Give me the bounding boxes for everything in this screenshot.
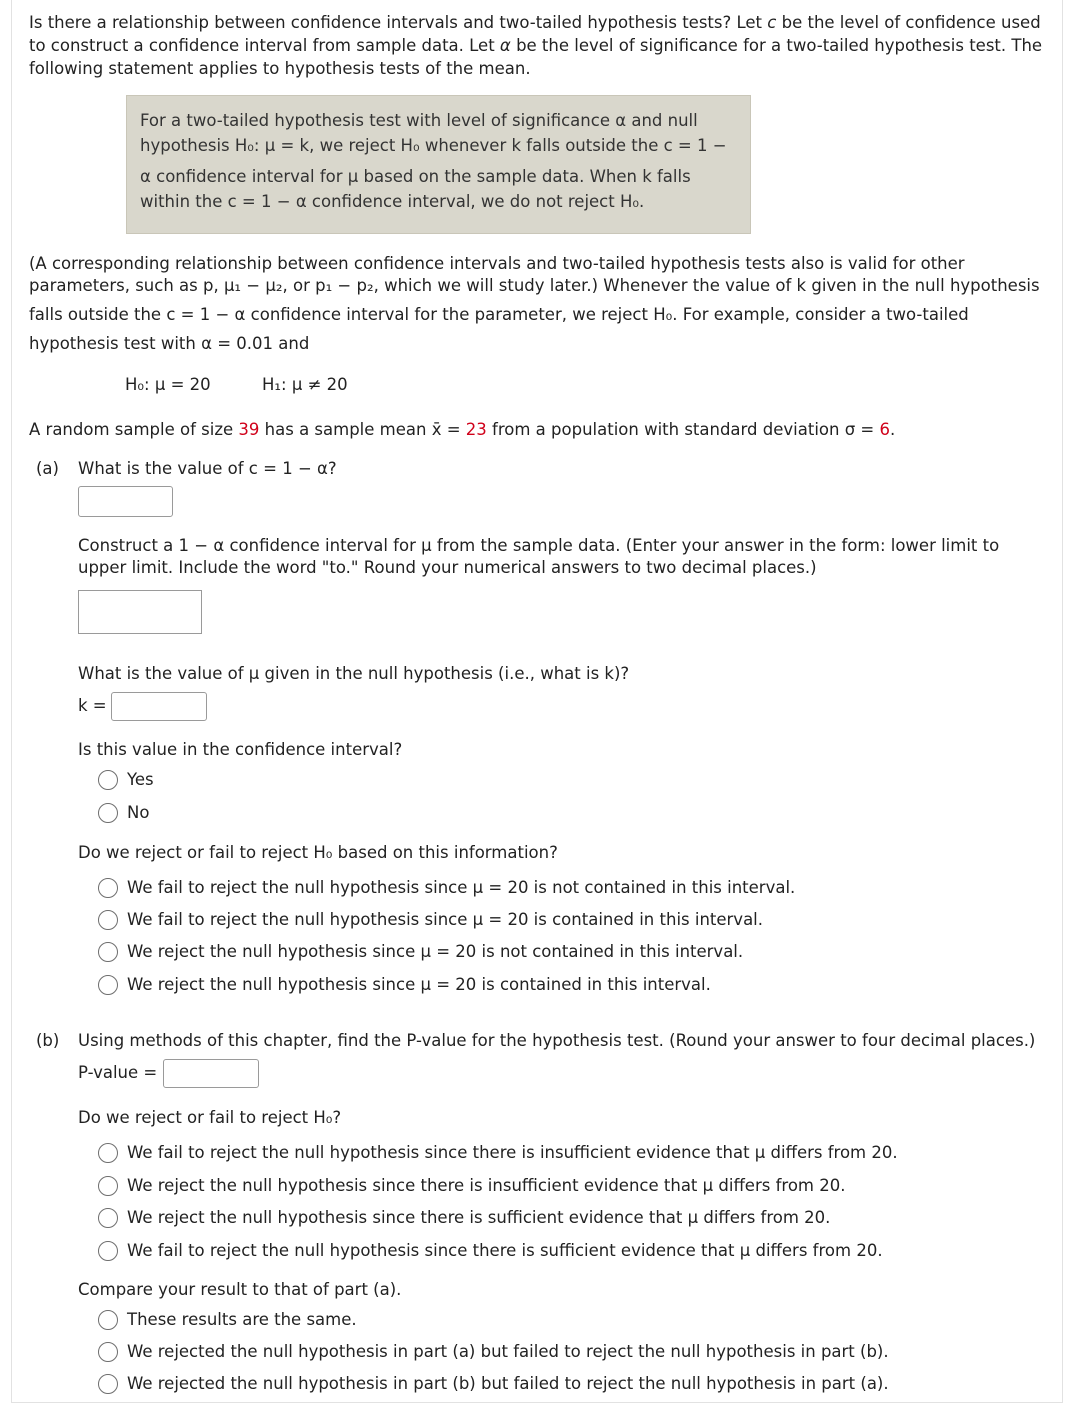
- compare-question: Compare your result to that of part (a).: [78, 1280, 402, 1299]
- radio-a-option-2[interactable]: [98, 910, 118, 930]
- a-option-2-label: We fail to reject the null hypothesis since μ = 20 is contained in this interval.: [127, 910, 764, 929]
- radio-b-option-1[interactable]: [98, 1143, 118, 1163]
- b-option-2-label: We reject the null hypothesis since there is insufficient evidence that μ differs from 20.: [127, 1176, 846, 1195]
- option-yes-label: Yes: [127, 770, 154, 789]
- reject-question-b: Do we reject or fail to reject H₀?: [78, 1108, 342, 1127]
- pvalue-label: P-value =: [78, 1063, 158, 1082]
- theorem-box: [126, 95, 751, 234]
- k-question: What is the value of μ given in the null hypothesis (i.e., what is k)?: [78, 664, 630, 683]
- in-interval-question: Is this value in the confidence interval?: [78, 740, 403, 759]
- a-option-4-label: We reject the null hypothesis since μ = 20 is contained in this interval.: [127, 975, 711, 994]
- para-line-2: parameters, such as p, μ₁ − μ₂, or p₁ − p₂, which we will study later.) Whenever the value of k given in the null hypothesis: [29, 276, 1040, 295]
- a-option-1-label: We fail to reject the null hypothesis since μ = 20 is not contained in this interval.: [127, 878, 796, 897]
- k-input[interactable]: [111, 692, 207, 721]
- radio-compare-2[interactable]: [98, 1342, 118, 1362]
- theorem-line-1: For a two-tailed hypothesis test with level of significance α and null: [140, 111, 698, 130]
- pvalue-input[interactable]: [163, 1059, 259, 1088]
- part-a-question-c: What is the value of c = 1 − α?: [78, 459, 337, 478]
- option-no-label: No: [127, 803, 150, 822]
- radio-compare-1[interactable]: [98, 1310, 118, 1330]
- radio-compare-3[interactable]: [98, 1374, 118, 1394]
- c-value-input[interactable]: [78, 486, 173, 517]
- confidence-interval-input[interactable]: [78, 590, 202, 634]
- pvalue-question: Using methods of this chapter, find the P-value for the hypothesis test. (Round your answer to four decimal places.): [78, 1031, 1036, 1050]
- theorem-line-2: hypothesis H₀: μ = k, we reject H₀ whenever k falls outside the c = 1 −: [140, 136, 727, 155]
- compare-option-3-label: We rejected the null hypothesis in part (b) but failed to reject the null hypothesis in part (a).: [127, 1374, 889, 1393]
- part-a-label: (a): [36, 459, 59, 478]
- intro-line-3: following statement applies to hypothesis tests of the mean.: [29, 59, 531, 78]
- para-line-1: (A corresponding relationship between confidence intervals and two-tailed hypothesis tests also is valid for other: [29, 254, 965, 273]
- part-b-label: (b): [36, 1031, 60, 1050]
- radio-a-option-3[interactable]: [98, 942, 118, 962]
- b-option-1-label: We fail to reject the null hypothesis since there is insufficient evidence that μ differs from 20.: [127, 1143, 898, 1162]
- ci-question-line-2: upper limit. Include the word "to." Round your numerical answers to two decimal places.): [78, 558, 817, 577]
- intro-line-1: Is there a relationship between confidence intervals and two-tailed hypothesis tests? Let c be the level of confidence used: [29, 13, 1041, 32]
- ci-question-line-1: Construct a 1 − α confidence interval for μ from the sample data. (Enter your answer in the form: lower limit to: [78, 536, 1000, 555]
- compare-option-1-label: These results are the same.: [127, 1310, 357, 1329]
- radio-b-option-4[interactable]: [98, 1241, 118, 1261]
- radio-yes[interactable]: [98, 770, 118, 790]
- para-line-4: hypothesis test with α = 0.01 and: [29, 334, 310, 353]
- theorem-line-4: within the c = 1 − α confidence interval, we do not reject H₀.: [140, 192, 645, 211]
- radio-no[interactable]: [98, 803, 118, 823]
- compare-option-2-label: We rejected the null hypothesis in part (a) but failed to reject the null hypothesis in part (b).: [127, 1342, 889, 1361]
- null-hypothesis: H₀: μ = 20: [125, 375, 211, 394]
- b-option-4-label: We fail to reject the null hypothesis since there is sufficient evidence that μ differs from 20.: [127, 1241, 883, 1260]
- b-option-3-label: We reject the null hypothesis since there is sufficient evidence that μ differs from 20.: [127, 1208, 831, 1227]
- alt-hypothesis: H₁: μ ≠ 20: [262, 375, 348, 394]
- k-label: k =: [78, 696, 107, 715]
- intro-line-2: to construct a confidence interval from sample data. Let α be the level of significance for a two-tailed hypothesis test. The: [29, 36, 1043, 55]
- radio-a-option-1[interactable]: [98, 878, 118, 898]
- radio-a-option-4[interactable]: [98, 975, 118, 995]
- reject-question-a: Do we reject or fail to reject H₀ based on this information?: [78, 843, 558, 862]
- radio-b-option-2[interactable]: [98, 1176, 118, 1196]
- sample-statement: A random sample of size 39 has a sample mean x̄ = 23 from a population with standard deviation σ = 6.: [29, 420, 896, 439]
- a-option-3-label: We reject the null hypothesis since μ = 20 is not contained in this interval.: [127, 942, 744, 961]
- radio-b-option-3[interactable]: [98, 1208, 118, 1228]
- para-line-3: falls outside the c = 1 − α confidence interval for the parameter, we reject H₀. For example, consider a two-tailed: [29, 305, 969, 324]
- theorem-line-3: α confidence interval for μ based on the sample data. When k falls: [140, 167, 691, 186]
